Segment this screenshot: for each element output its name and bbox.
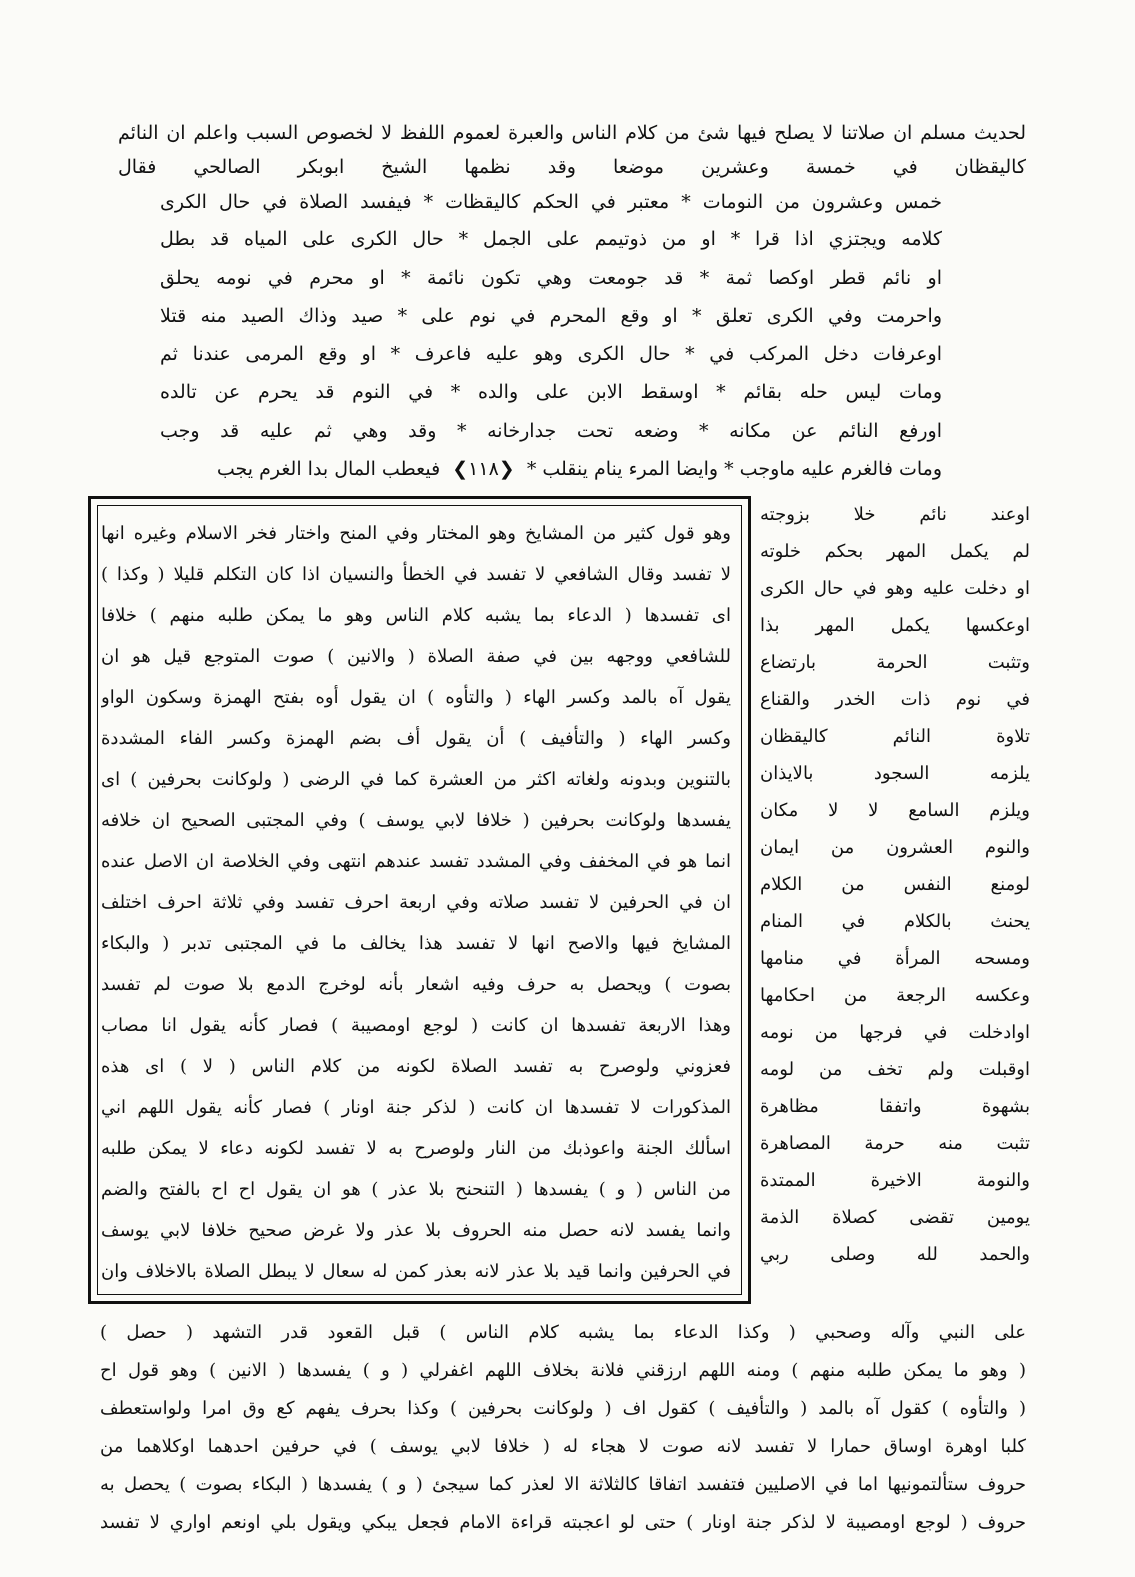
commentary-line: المذكورات لا تفسدها ان كانت ( لذكر جنة اونار ) فصار كأنه يقول اللهم اني <box>101 1097 731 1118</box>
side-verse-line: لم يكمل المهر بحكم خلوته <box>760 541 1030 562</box>
side-verse-line: يومين تقضى كصلاة الذمة <box>760 1207 1030 1228</box>
commentary-line: بالتنوين وبدونه ولغاته اكثر من العشرة كما في الرضى ( ولوكانت بحرفين ) اى <box>101 769 731 790</box>
bottom-text-line: حروف ستألتمونيها اما في الاصليين فتفسد اتفاقا كالثلاثة الا لعذر كما سيجئ ( و ) يفسدها ( البكاء بصوت ) يحصل به <box>100 1474 1026 1495</box>
side-verse-line: تلاوة النائم كاليقظان <box>760 726 1030 747</box>
verse-line: واحرمت وفي الكرى تعلق * او وقع المحرم في نوم على * صيد وذاك الصيد منه قتلا <box>160 305 942 327</box>
commentary-line: وهو قول كثير من المشايخ وهو المختار وفي المنح واختار فخر الاسلام وغيره انها <box>101 523 731 544</box>
side-verse-line: اوعكسها يكمل المهر بذا <box>760 615 1030 636</box>
bottom-text-line: كلبا اوهرة اوساق حمارا لا تفسد لانه صوت لا هجاء له ( خلافا لابي يوسف ) في حرفين احدهما اوكلاهما من <box>100 1436 1026 1457</box>
verse-line: اورفع النائم عن مكانه * وضعه تحت جدارخانه * وقد وهي ثم عليه قد وجب <box>160 420 942 442</box>
verse-line: اوعرفات دخل المركب في * حال الكرى وهو عليه فاعرف * او وقع المرمى عندنا ثم <box>160 343 942 365</box>
commentary-line: للشافعي ووجهه بين في صفة الصلاة ( والانين ) صوت المتوجع قيل هو ان <box>101 646 731 667</box>
side-verse-line: بشهوة واتفقا مظاهرة <box>760 1096 1030 1117</box>
top-text-line: لحديث مسلم ان صلاتنا لا يصلح فيها شئ من كلام الناس والعبرة لعموم اللفظ لا لخصوص السبب واعلم ان النائم <box>118 122 1026 144</box>
side-verse-line: لومنع النفس من الكلام <box>760 874 1030 895</box>
bottom-text-line: حروف ( لوجع اومصيبة لا لذكر جنة اونار ) حتى لو اعجبته قراءة الامام فجعل يبكي ويقول بلي اونعم اواري لا تفسد <box>100 1512 1026 1533</box>
side-verse-line: وعكسه الرجعة من احكامها <box>760 985 1030 1006</box>
side-verse-line: اوعند نائم خلا بزوجته <box>760 504 1030 525</box>
verse-line: خمس وعشرون من النومات * معتبر في الحكم كاليقظات * فيفسد الصلاة في حال الكرى <box>160 191 942 213</box>
verse-line: ومات فالغرم عليه ماوجب * وايضا المرء ينام ينقلب * <box>526 458 942 480</box>
side-verse-line: تثبت منه حرمة المصاهرة <box>760 1133 1030 1154</box>
commentary-box <box>88 496 751 1304</box>
side-verse-line: والنوم العشرون من ايمان <box>760 837 1030 858</box>
side-verse-line: يلزمه السجود بالايذان <box>760 763 1030 784</box>
verse-line: ومات ليس حله بقائم * اوسقط الابن على والده * في النوم قد يحرم عن تالده <box>160 381 942 403</box>
commentary-line: بصوت ) ويحصل به حرف وفيه اشعار بأنه لوخرج الدمع بلا صوت لم تفسد <box>101 974 731 995</box>
commentary-line: ان في الحرفين لا تفسد صلاته وفي اربعة احرف تفسد وفي ثلاثة احرف اختلف <box>101 892 731 913</box>
verse-line: او نائم قطر اوكصا ثمة * قد جومعت وهي تكون نائمة * او محرم في نومه يحلق <box>160 267 942 289</box>
verse-line-tail: فيعطب المال بدا الغرم يجب <box>216 458 441 480</box>
verse-line: كلامه ويجتزي اذا قرا * او من ذوتيمم على الجمل * حال الكرى على المياه قد بطل <box>160 228 942 250</box>
commentary-line: يفسدها ولوكانت بحرفين ( خلافا لابي يوسف ) وفي المجتبى الصحيح ان خلافه <box>101 810 731 831</box>
commentary-line: اسألك الجنة واعوذبك من النار ولوصرح به لا تفسد لكونه دعاء لا يمكن طلبه <box>101 1138 731 1159</box>
commentary-line: من الناس ( و ) يفسدها ( التنحنح بلا عذر ) هو ان يقول اح اح بالفتح والضم <box>101 1179 731 1200</box>
commentary-line: المشايخ فيها والاصح انها لا تفسد هذا يخالف ما في المجتبى تدبر ( والبكاء <box>101 933 731 954</box>
side-verse-line: في نوم ذات الخدر والقناع <box>760 689 1030 710</box>
commentary-line: وكسر الهاء ( والتأفيف ) أن يقول أف بضم الهمزة وكسر الفاء المشددة <box>101 728 731 749</box>
commentary-line: في الحرفين وانما قيد بلا عذر لانه بعذر كمن له سعال لا يبطل الصلاة بالاخلاف وان <box>101 1261 731 1282</box>
page-number: ۱۱۸ <box>468 458 499 480</box>
commentary-line: انما هو في المخفف وفي المشدد تفسد عندهم انتهى وفي الخلاصة ان الاصل عنده <box>101 851 731 872</box>
bottom-text-line: على النبي وآله وصحبي ( وكذا الدعاء بما يشبه كلام الناس ) قبل القعود قدر التشهد ( حصل ) <box>100 1322 1026 1343</box>
side-verse-line: اوقبلت ولم تخف من لومه <box>760 1059 1030 1080</box>
bottom-text-line: ( والتأوه ) كقول آه بالمد ( والتأفيف ) كقول اف ( ولوكانت بحرفين ) وكذا بحرف يفهم كع وق امرا ولواستعطف <box>100 1398 1026 1419</box>
top-text-line: كاليقظان في خمسة وعشرين موضعا وقد نظمها الشيخ ابوبكر الصالحي فقال <box>118 156 1026 178</box>
commentary-line: وانما يفسد لانه حصل منه الحروف بلا عذر ولا غرض صحيح خلافا لابي يوسف <box>101 1220 731 1241</box>
bottom-text-line: ( وهو ما يمكن طلبه منهم ) ومنه اللهم ارزقني فلانة بخلاف اللهم اغفرلي ( و ) يفسدها ( الانين ) وهو قول اح <box>100 1360 1026 1381</box>
commentary-line: اى تفسدها ( الدعاء بما يشبه كلام الناس وهو ما يمكن طلبه منهم ) خلافا <box>101 605 731 626</box>
commentary-line: لا تفسد وقال الشافعي لا تفسد في الخطأ والنسيان اذا كان التكلم قليلا ( وكذا ) <box>101 564 731 585</box>
commentary-line: فعزوني ولوصرح به تفسد الصلاة لكونه من كلام الناس ( لا ) اى هذه <box>101 1056 731 1077</box>
verse-last-line <box>160 454 942 484</box>
commentary-line: يقول آه بالمد وكسر الهاء ( والتأوه ) ان يقول أوه بفتح الهمزة وسكون الواو <box>101 687 731 708</box>
side-verse-line: والنومة الاخيرة الممتدة <box>760 1170 1030 1191</box>
side-verse-line: ومسحه المرأة في منامها <box>760 948 1030 969</box>
side-verse-line: او دخلت عليه وهو في حال الكرى <box>760 578 1030 599</box>
side-verse-line: ويلزم السامع لا لا مكان <box>760 800 1030 821</box>
side-verse-line: يحنث بالكلام في المنام <box>760 911 1030 932</box>
commentary-line: وهذا الاربعة تفسدها ان كانت ( لوجع اومصيبة ) فصار كأنه يقول انا مصاب <box>101 1015 731 1036</box>
side-verse-line: اوادخلت في فرجها من نومه <box>760 1022 1030 1043</box>
side-verse-line: وتثبت الحرمة بارتضاع <box>760 652 1030 673</box>
page-number-ornament: ❮۱۱۸❯ <box>446 458 521 480</box>
side-verse-line: والحمد لله وصلى ربي <box>760 1244 1030 1265</box>
